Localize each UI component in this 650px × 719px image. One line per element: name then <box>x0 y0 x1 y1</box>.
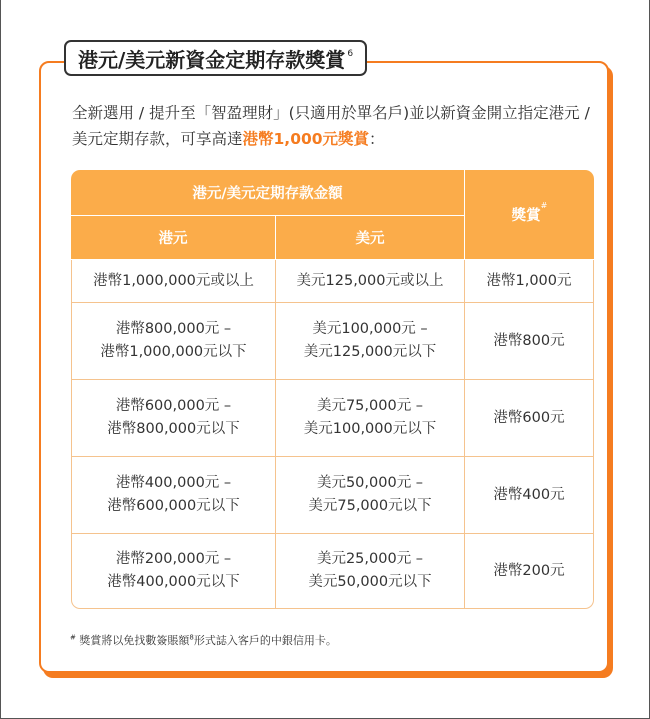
cell-hkd-line1: 港幣800,000元 – <box>115 321 232 337</box>
footnote-text-end: 形式誌入客戶的中銀信用卡。 <box>193 634 337 647</box>
section-title <box>64 40 367 76</box>
cell-usd-line2: 美元50,000元以下 <box>308 574 432 590</box>
cell-hkd-line1: 港幣1,000,000元或以上 <box>93 272 254 289</box>
footnote-mark: # <box>70 633 76 642</box>
cell-usd-line1: 美元125,000元或以上 <box>296 272 444 289</box>
cell-reward: 港幣400元 <box>465 457 594 534</box>
table-row <box>71 260 594 303</box>
header-reward-mark: # <box>540 201 548 210</box>
header-reward-label: 獎賞 <box>511 208 541 224</box>
cell-usd <box>276 303 465 380</box>
cell-usd-line1: 美元25,000元 – <box>316 551 424 567</box>
header-reward <box>465 170 594 260</box>
footnote-text: 獎賞將以免找數簽賬額 <box>79 634 190 647</box>
table-row <box>71 303 594 380</box>
cell-usd <box>276 260 465 303</box>
section-title-footnote-mark: 6 <box>347 49 354 59</box>
cell-hkd-line2: 港幣800,000元以下 <box>107 421 240 437</box>
cell-usd-line1: 美元50,000元 – <box>316 475 424 491</box>
cell-reward: 港幣200元 <box>465 534 594 609</box>
footnote <box>70 632 337 648</box>
cell-usd <box>276 534 465 609</box>
intro-text-end: ： <box>369 130 385 148</box>
cell-usd <box>276 457 465 534</box>
cell-usd-line2: 美元100,000元以下 <box>303 421 437 437</box>
header-hkd: 港元 <box>71 216 276 260</box>
intro-text: 全新選用 / 提升至「智盈理財」(只適用於單名戶)並以新資金開立指定港元 / 美元定期存款，可享高達 <box>72 104 590 148</box>
cell-hkd-line2: 港幣1,000,000元以下 <box>100 344 247 360</box>
cell-hkd-line2: 港幣400,000元以下 <box>107 574 240 590</box>
intro-highlight: 港幣1,000元獎賞 <box>242 130 370 148</box>
cell-hkd <box>71 380 276 457</box>
table-row <box>71 380 594 457</box>
cell-hkd-line1: 港幣600,000元 – <box>115 398 232 414</box>
cell-usd-line2: 美元125,000元以下 <box>303 344 437 360</box>
cell-hkd <box>71 534 276 609</box>
cell-usd-line1: 美元100,000元 – <box>312 321 428 337</box>
cell-usd-line2: 美元75,000元以下 <box>308 498 432 514</box>
cell-hkd-line1: 港幣400,000元 – <box>115 475 232 491</box>
header-deposit-amount: 港元/美元定期存款金額 <box>71 170 465 216</box>
header-usd: 美元 <box>276 216 465 260</box>
section-title-text: 港元/美元新資金定期存款獎賞 <box>78 47 346 72</box>
cell-hkd <box>71 260 276 303</box>
table-header-row <box>71 170 594 216</box>
cell-reward: 港幣1,000元 <box>465 260 594 303</box>
intro-paragraph <box>72 100 602 152</box>
cell-usd <box>276 380 465 457</box>
cell-reward: 港幣800元 <box>465 303 594 380</box>
reward-table <box>71 170 594 609</box>
cell-hkd <box>71 303 276 380</box>
cell-reward: 港幣600元 <box>465 380 594 457</box>
footnote-ref: 8 <box>189 633 194 642</box>
cell-hkd <box>71 457 276 534</box>
cell-usd-line1: 美元75,000元 – <box>316 398 424 414</box>
table-row <box>71 457 594 534</box>
cell-hkd-line2: 港幣600,000元以下 <box>107 498 240 514</box>
table-row <box>71 534 594 609</box>
cell-hkd-line1: 港幣200,000元 – <box>115 551 232 567</box>
